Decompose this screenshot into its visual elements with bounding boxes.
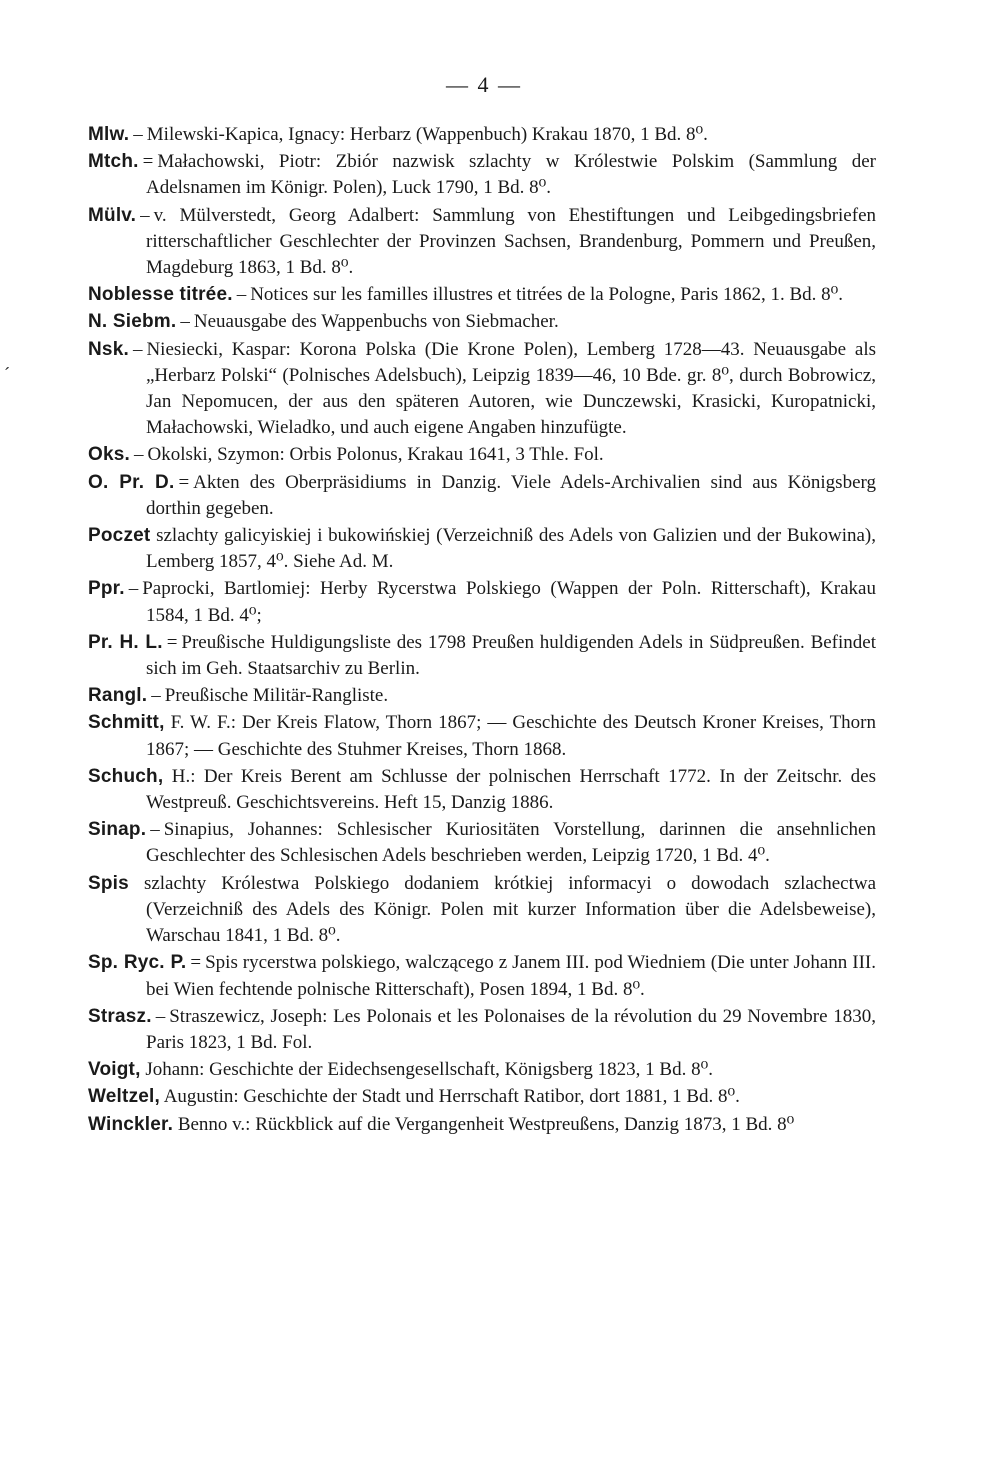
bibliography-entry xyxy=(88,282,876,308)
page-number: — 4 — xyxy=(446,72,522,97)
bibliography-entry: Nsk. – Niesiecki, Kaspar: Korona Polska (Die Krone Polen), Lemberg 1728—43. Neuausgabe als „Herbarz Polski“ (Polnisches Adelsbuch), Leipzig 1839—46, 10 Bde. gr. 8⁰, durch Bobrowicz, Jan Nepomucen, der aus den späteren Autoren, wie Dunczewski, Krasicki, Kuropatnicki, Małachowski, Wieladko, und auch eigene Angaben hinzufügte. ˊ xyxy=(4,338,876,439)
bibliography-entry xyxy=(88,523,876,575)
entry-abbreviation: Rangl. xyxy=(88,685,148,707)
entry-text: Akten des Oberpräsidiums in Danzig. Viele Adels-Archivalien sind aus Königsberg dorthin gegeben. xyxy=(146,471,876,519)
bibliography-entry xyxy=(88,871,876,950)
bibliography-entry xyxy=(88,149,876,201)
bibliography-entry xyxy=(88,817,876,869)
entry-abbreviation: Schuch, xyxy=(88,765,164,787)
bibliography-entry xyxy=(88,470,876,522)
entry-abbreviation: Mülv. xyxy=(88,204,137,226)
entry-separator: – xyxy=(133,124,143,145)
entry-separator: – xyxy=(128,578,139,600)
bibliography-entry xyxy=(88,576,876,628)
entry-separator: – xyxy=(150,819,160,841)
entry-text: Notices sur les familles illustres et titrées de la Pologne, Paris 1862, 1. Bd. 8⁰. xyxy=(250,284,844,306)
entry-separator: – xyxy=(236,284,247,306)
bibliography-entry xyxy=(88,203,876,282)
entry-abbreviation: Nsk. xyxy=(88,338,129,360)
entry-text: H.: Der Kreis Berent am Schlusse der polnischen Herrschaft 1772. In der Zeitschr. des Westpreuß. Geschichtsvereins. Heft 15, Danzig 1886. xyxy=(146,765,876,814)
bibliography-entry xyxy=(88,950,876,1002)
entry-text: Neuausgabe des Wappenbuchs von Siebmacher. xyxy=(193,311,559,333)
entry-abbreviation: Oks. xyxy=(88,444,130,466)
entry-text: Okolski, Szymon: Orbis Polonus, Krakau 1641, 3 Thle. Fol. xyxy=(147,444,604,466)
bibliography-entry xyxy=(88,309,876,335)
entry-separator: – xyxy=(134,444,144,466)
bibliography-entry xyxy=(88,764,876,816)
entry-abbreviation: Ppr. xyxy=(88,578,125,600)
bibliography-list xyxy=(4,122,877,1139)
entry-text: szlachty Królestwa Polskiego dodaniem krótkiej informacyi o dowodach szlachectwa (Verzeichniß des Adels des Königr. Polen mit kurzer Information über die Adelsbeweise), Warschau 1841, 1 Bd. 8⁰. xyxy=(143,872,877,947)
entry-separator: – xyxy=(151,685,161,707)
entry-separator: – xyxy=(155,1005,166,1027)
entry-abbreviation: Sinap. xyxy=(88,819,147,841)
entry-text: Niesiecki, Kaspar: Korona Polska (Die Krone Polen), Lemberg 1728—43. Neuausgabe als „Herbarz Polski“ (Polnisches Adelsbuch), Leipzig 1839—46, 10 Bde. gr. 8⁰, durch Bobrowicz, Jan Nepomucen, der aus den späteren Autoren, wie Dunczewski, Krasicki, Kuropatnicki, Małachowski, Wieladko, und auch eigene Angaben hinzufügte. xyxy=(146,338,876,439)
entry-abbreviation: Mlw. xyxy=(88,124,130,145)
bibliography-entry xyxy=(88,683,876,709)
entry-text: Paprocki, Bartlomiej: Herby Rycerstwa Polskiego (Wappen der Poln. Ritterschaft), Krakau 1584, 1 Bd. 4⁰; xyxy=(142,578,876,626)
entry-separator: – xyxy=(180,311,190,333)
entry-text: F. W. F.: Der Kreis Flatow, Thorn 1867; — Geschichte des Deutsch Kroner Kreises, Thorn 1867; — Geschichte des Stuhmer Kreises, Thorn 1868. xyxy=(146,712,877,760)
entry-separator: = xyxy=(178,471,190,493)
entry-separator: = xyxy=(166,631,178,653)
entry-text: Spis rycerstwa polskiego, walczącego z Janem III. pod Wiedniem (Die unter Johann III. bei Wien fechtende polnische Ritterschaft), Posen 1894, 1 Bd. 8⁰. xyxy=(146,952,876,1000)
bibliography-entry xyxy=(88,710,876,762)
entry-text: Straszewicz, Joseph: Les Polonais et les Polonaises de la révolution du 29 Novembre 1830, Paris 1823, 1 Bd. Fol. xyxy=(146,1005,876,1053)
entry-abbreviation: O. Pr. D. xyxy=(88,471,175,493)
entry-text: v. Mülverstedt, Georg Adalbert: Sammlung von Ehestiftungen und Leibgedingsbriefen ritterschaftlicher Geschlechter der Provinzen Sachsen, Brandenburg, Pommern und Preußen, Magdeburg 1863, 1 Bd. 8⁰. xyxy=(146,204,876,279)
entry-abbreviation: Weltzel, xyxy=(88,1086,160,1108)
entry-text: Augustin: Geschichte der Stadt und Herrschaft Ratibor, dort 1881, 1 Bd. 8⁰. xyxy=(163,1086,740,1108)
entry-text: Sinapius, Johannes: Schlesischer Kuriositäten Vorstellung, darinnen die ansehnlichen Geschlechter des Schlesischen Adels beschrieben werden, Leipzig 1720, 1 Bd. 4⁰. xyxy=(146,819,876,867)
entry-text: Johann: Geschichte der Eidechsengesellschaft, Königsberg 1823, 1 Bd. 8⁰. xyxy=(145,1059,713,1081)
entry-text: szlachty galicyiskiej i bukowińskiej (Verzeichniß des Adels von Galizien und der Bukowina), Lemberg 1857, 4⁰. Siehe Ad. M. xyxy=(146,525,877,573)
entry-text: Milewski-Kapica, Ignacy: Herbarz (Wappenbuch) Krakau 1870, 1 Bd. 8⁰. xyxy=(146,124,708,145)
entry-abbreviation: Pr. H. L. xyxy=(88,631,163,653)
entry-abbreviation: Voigt, xyxy=(88,1059,141,1081)
entry-text: Benno v.: Rückblick auf die Vergangenheit Westpreußens, Danzig 1873, 1 Bd. 8⁰ xyxy=(177,1113,795,1135)
entry-abbreviation: Sp. Ryc. P. xyxy=(88,952,187,974)
entry-abbreviation: Schmitt, xyxy=(88,712,165,734)
bibliography-entry xyxy=(88,1084,876,1110)
entry-abbreviation: Winckler. xyxy=(88,1113,174,1135)
entry-abbreviation: Strasz. xyxy=(88,1005,152,1027)
entry-text: Preußische Militär-Rangliste. xyxy=(164,685,389,707)
bibliography-entry xyxy=(88,122,876,148)
entry-text: Małachowski, Piotr: Zbiór nazwisk szlachty w Królestwie Polskim (Sammlung der Adelsnamen im Königr. Polen), Luck 1790, 1 Bd. 8⁰. xyxy=(146,151,876,199)
entry-separator: = xyxy=(142,151,154,173)
entry-abbreviation: Poczet xyxy=(88,525,151,547)
bibliography-entry xyxy=(88,1004,876,1056)
entry-abbreviation: Spis xyxy=(88,872,129,894)
bibliography-entry xyxy=(88,630,876,682)
entry-separator: = xyxy=(190,952,202,974)
entry-text: Preußische Huldigungsliste des 1798 Preußen huldigenden Adels in Südpreußen. Befindet sich im Geh. Staatsarchiv zu Berlin. xyxy=(146,631,876,680)
bibliography-entry xyxy=(88,1112,876,1138)
entry-abbreviation: N. Siebm. xyxy=(88,311,177,333)
bibliography-entry xyxy=(88,442,876,468)
entry-separator: – xyxy=(140,204,150,226)
bibliography-entry xyxy=(88,1057,876,1083)
entry-abbreviation: Noblesse titrée. xyxy=(88,284,233,306)
entry-separator: – xyxy=(132,338,143,360)
entry-abbreviation: Mtch. xyxy=(88,151,139,173)
